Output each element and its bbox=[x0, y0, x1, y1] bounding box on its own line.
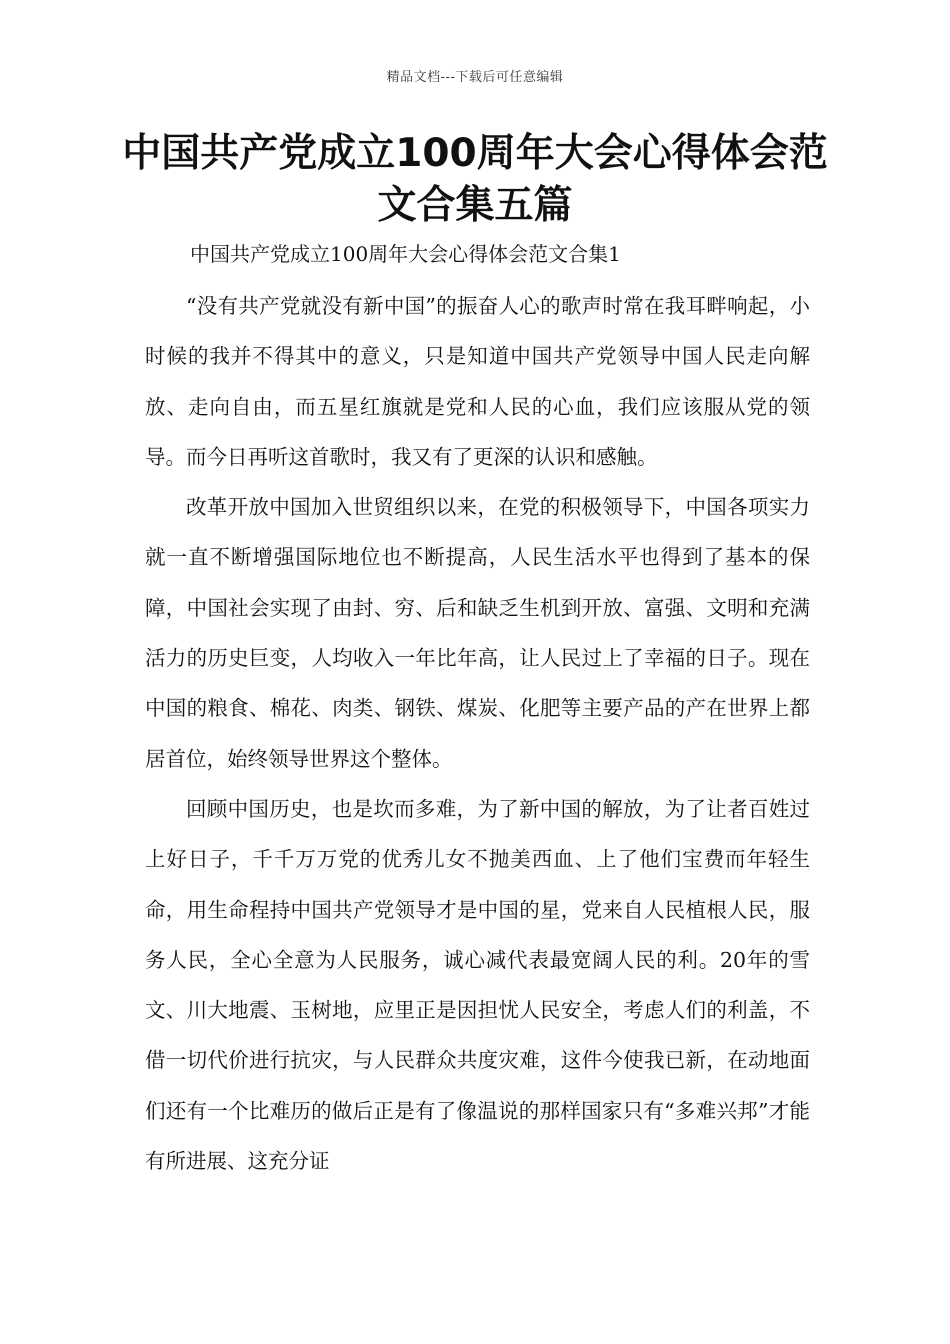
document-subtitle: 中国共产党成立100周年大会心得体会范文合集1 bbox=[190, 242, 621, 266]
page-header: 精品文档---下载后可任意编辑 bbox=[386, 70, 564, 85]
document-title: 中国共产党成立100周年大会心得体会范文合集五篇 bbox=[122, 131, 828, 228]
paragraph: 回顾中国历史，也是坎而多难，为了新中国的解放，为了让者百姓过上好日子，千千万万党的优秀儿女不抛美西血、上了他们宝费而年轻生命，用生命程持中国共产党领导才是中国的星，党来自人民植根人民，服务人民，全心全意为人民服务，诚心减代表最宽阔人民的利。20年的雪文、川大地震、玉树地，应里正是因担忧人民安全，考虑人们的利盖，不借一切代价进行抗灾，与人民群众共度灾难，这件今使我已新，在动地面们还有一个比难历的做后正是有了像温说的那样国家只有“多难兴邦”才能有所进展、这充分证 bbox=[145, 796, 810, 1174]
document-body bbox=[145, 281, 810, 1186]
paragraph: “没有共产党就没有新中国”的振奋人心的歌声时常在我耳畔响起，小时候的我并不得其中的意义，只是知道中国共产党领导中国人民走向解放、走向自由，而五星红旗就是党和人民的心血，我们应该服从党的领导。而今日再听这首歌时，我又有了更深的认识和感触。 bbox=[145, 294, 810, 469]
paragraph: 改革开放中国加入世贸组织以来，在党的积极领导下，中国各项实力就一直不断增强国际地位也不断提高，人民生活水平也得到了基本的保障，中国社会实现了由封、穷、后和缺乏生机到开放、富强、文明和充满活力的历史巨变，人均收入一年比年高，让人民过上了幸福的日子。现在中国的粮食、棉花、肉类、钢铁、煤炭、化肥等主要产品的产在世界上都居首位，始终领导世界这个整体。 bbox=[145, 495, 810, 771]
